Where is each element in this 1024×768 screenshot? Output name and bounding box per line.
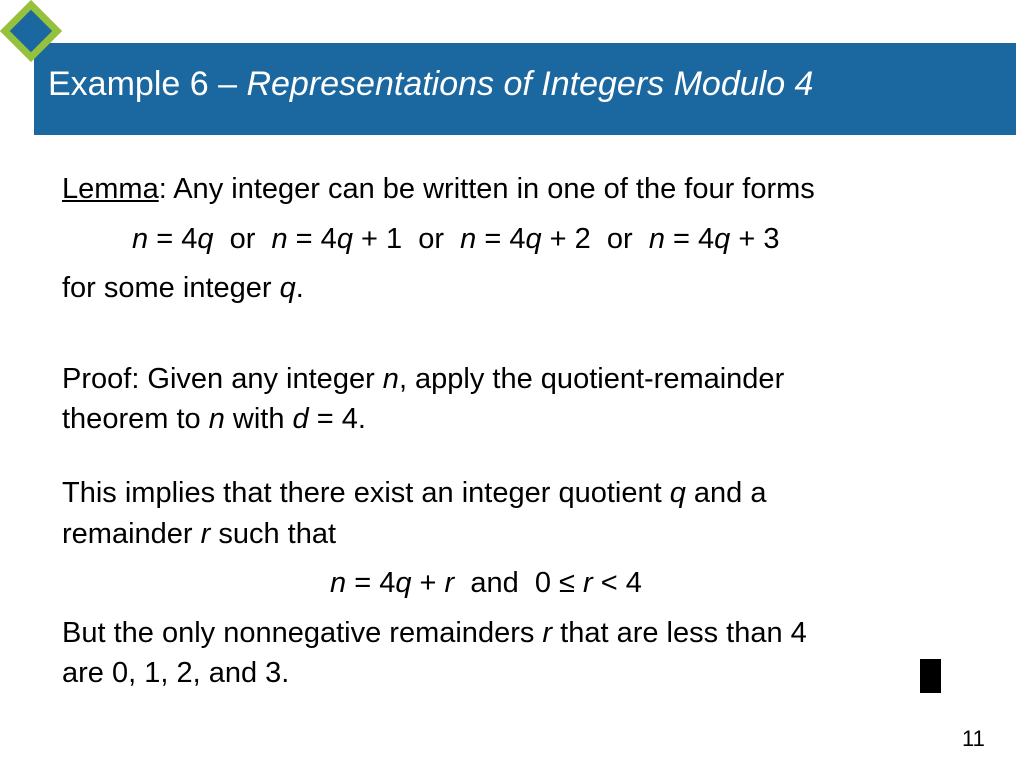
or-2: or bbox=[402, 223, 461, 255]
proof-text: remainder bbox=[62, 518, 201, 550]
proof-text: with bbox=[224, 403, 293, 435]
form1-n: n bbox=[132, 223, 149, 255]
var-q: q bbox=[669, 477, 686, 509]
var-n: n bbox=[330, 567, 347, 599]
eq-text: = 4 bbox=[346, 567, 396, 599]
proof-text: , apply the quotient-remainder bbox=[398, 363, 785, 395]
proof-text: such that bbox=[210, 518, 337, 550]
form3-eq: = 4 bbox=[476, 223, 526, 255]
division-equation bbox=[330, 566, 642, 601]
form3-tail: + 2 bbox=[541, 223, 591, 255]
form3-q: q bbox=[525, 223, 542, 255]
var-r: r bbox=[200, 518, 211, 550]
form2-eq: = 4 bbox=[287, 223, 337, 255]
form2-q: q bbox=[336, 223, 353, 255]
or-1: or bbox=[213, 223, 272, 255]
var-n: n bbox=[208, 403, 225, 435]
proof-text: Proof: Given any integer bbox=[62, 363, 383, 395]
var-d: d bbox=[292, 403, 309, 435]
eq-text: and 0 ≤ bbox=[454, 567, 583, 599]
proof-text: This implies that there exist an integer quotient bbox=[62, 477, 670, 509]
form4-tail: + 3 bbox=[730, 223, 780, 255]
lemma-line bbox=[62, 172, 815, 207]
form1-eq: = 4 bbox=[148, 223, 198, 255]
proof-text: and a bbox=[685, 477, 767, 509]
lemma-closing bbox=[62, 271, 304, 306]
page-number: 11 bbox=[962, 726, 985, 751]
var-q: q bbox=[395, 567, 412, 599]
proof-text: that are less than 4 bbox=[552, 617, 807, 649]
closing-q: q bbox=[279, 272, 296, 304]
proof-line-1 bbox=[62, 362, 784, 397]
proof-text: theorem to bbox=[62, 403, 209, 435]
lemma-label: Lemma bbox=[62, 173, 159, 205]
var-r: r bbox=[582, 567, 593, 599]
closing-period: . bbox=[295, 272, 304, 304]
diamond-inner bbox=[10, 10, 52, 52]
qed-square-icon bbox=[920, 659, 941, 693]
title-prefix: Example 6 – bbox=[48, 65, 247, 103]
lemma-statement: : Any integer can be written in one of the four forms bbox=[158, 173, 815, 205]
eq-text: < 4 bbox=[592, 567, 642, 599]
form1-q: q bbox=[197, 223, 214, 255]
proof-line-5 bbox=[62, 616, 807, 651]
closing-text: for some integer bbox=[62, 272, 280, 304]
proof-text: = 4. bbox=[308, 403, 366, 435]
form4-eq: = 4 bbox=[664, 223, 715, 255]
form4-q: q bbox=[714, 223, 731, 255]
slide-title bbox=[48, 64, 813, 105]
form3-n: n bbox=[460, 223, 477, 255]
lemma-forms bbox=[132, 222, 779, 257]
or-3: or bbox=[590, 223, 649, 255]
form4-n: n bbox=[648, 223, 665, 255]
var-r: r bbox=[542, 617, 553, 649]
proof-line-6 bbox=[62, 656, 289, 691]
proof-text: But the only nonnegative remainders bbox=[62, 617, 543, 649]
title-italic: Representations of Integers Modulo 4 bbox=[246, 65, 814, 103]
proof-line-2 bbox=[62, 402, 366, 437]
form2-n: n bbox=[271, 223, 288, 255]
proof-line-3 bbox=[62, 476, 767, 511]
proof-line-4 bbox=[62, 517, 336, 552]
form2-tail: + 1 bbox=[352, 223, 403, 255]
eq-text: + bbox=[411, 567, 445, 599]
proof-text: are 0, 1, 2, and 3. bbox=[62, 657, 290, 689]
var-r: r bbox=[444, 567, 455, 599]
var-n: n bbox=[382, 363, 399, 395]
